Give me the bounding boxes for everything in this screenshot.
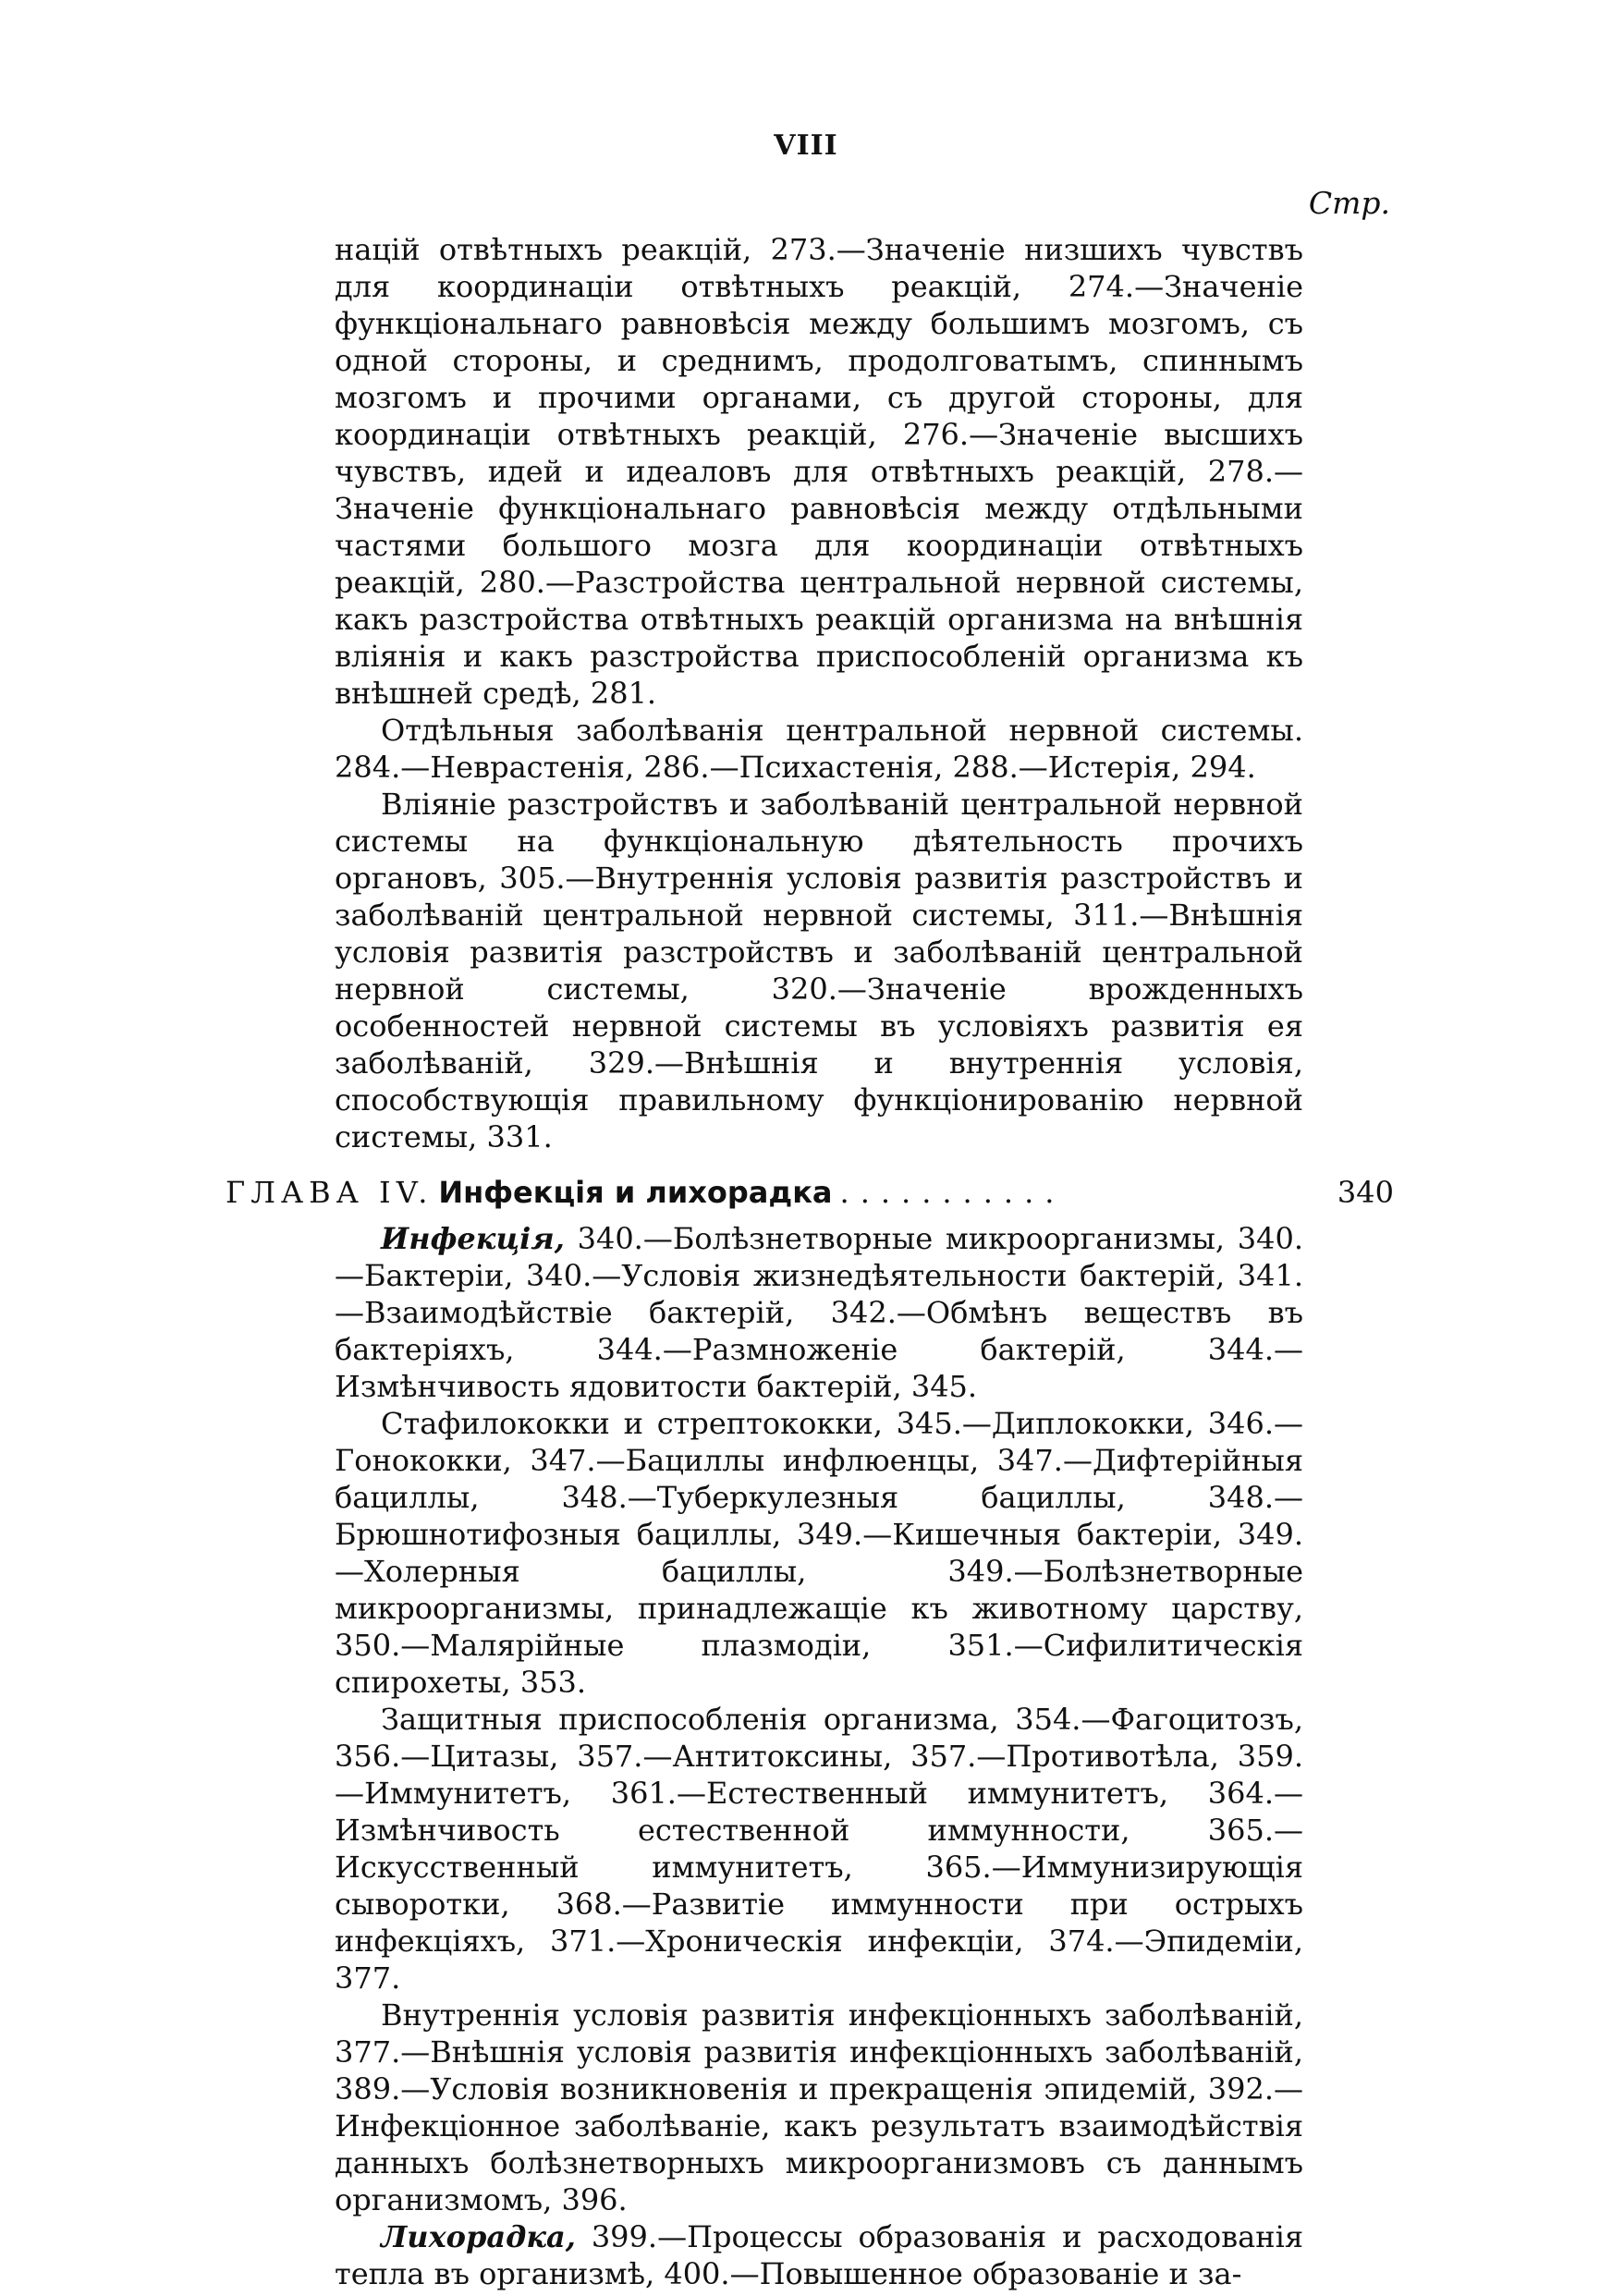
table-of-contents	[226, 231, 1394, 2296]
toc-paragraph	[335, 1220, 1303, 1405]
page-number: VIII	[774, 129, 838, 162]
toc-paragraph: Внутреннія условія развитія инфекціонныхъ заболѣваній, 377.—Внѣшнія условія развитія инфекціонныхъ заболѣваній, 389.—Условія возникновенія и прекращенія эпидемій, 392.—Инфекціонное заболѣваніе, какъ результатъ взаимодѣйствія данныхъ болѣзнетворныхъ микроорганизмовъ съ даннымъ организмомъ, 396.	[335, 1997, 1303, 2217]
toc-paragraph: Стафилококки и стрептококки, 345.—Диплококки, 346.—Гонококки, 347.—Бациллы инфлюенцы, 347.—Дифтерійныя бациллы, 348.—Туберкулезныя бациллы, 348.—Брюшнотифозныя бациллы, 349.—Кишечныя бактеріи, 349.—Холерныя бациллы, 349.—Болѣзнетворные микроорганизмы, принадлежащіе къ животному царству, 350.—Малярійные плазмодіи, 351.—Сифилитическія спирохеты, 353.	[335, 1406, 1303, 1700]
chapter-title: Инфекція и лихорадка	[438, 1175, 833, 1210]
toc-paragraph: Отдѣльныя заболѣванія центральной нервной системы. 284.—Неврастенія, 286.—Психастенія, 288.—Истерія, 294.	[335, 713, 1303, 785]
page-column-label: Стр.	[1308, 185, 1390, 221]
toc-paragraph: Вліяніе разстройствъ и заболѣваній центральной нервной системы на функціональную дѣятельность прочихъ органовъ, 305.—Внутреннія условія развитія разстройствъ и заболѣваній центральной нервной системы, 311.—Внѣшнія условія развитія разстройствъ и заболѣваній центральной нервной системы, 320.—Значеніе врожденныхъ особенностей нервной системы въ условіяхъ развитія ея заболѣваній, 329.—Внѣшнія и внутреннія условія, способствующія правильному функціонированію нервной системы, 331.	[335, 787, 1303, 1154]
toc-paragraph: націй отвѣтныхъ реакцій, 273.—Значеніе низшихъ чувствъ для координаціи отвѣтныхъ реакцій, 274.—Значеніе функціональнаго равновѣсія между большимъ мозгомъ, съ одной стороны, и среднимъ, продолговатымъ, спиннымъ мозгомъ и прочими органами, съ другой стороны, для координаціи отвѣтныхъ реакцій, 276.—Значеніе высшихъ чувствъ, идей и идеаловъ для отвѣтныхъ реакцій, 278.—Значеніе функціональнаго равновѣсія между отдѣльными частями большого мозга для координаціи отвѣтныхъ реакцій, 280.—Разстройства центральной нервной системы, какъ разстройства отвѣтныхъ реакцій организма на внѣшнія вліянія и какъ разстройства приспособленій организма къ внѣшней средѣ, 281.	[335, 232, 1303, 711]
toc-paragraph	[335, 2218, 1303, 2292]
topic-heading: Лихорадка,	[381, 2219, 576, 2254]
chapter-heading	[226, 1174, 1394, 1211]
continued-section	[335, 231, 1303, 1155]
toc-paragraph: Защитныя приспособленія организма, 354.—Фагоцитозъ, 356.—Цитазы, 357.—Антитоксины, 357.—Противотѣла, 359.—Иммунитетъ, 361.—Естественный иммунитетъ, 364.—Измѣнчивость естественной иммунности, 365.—Искусственный иммунитетъ, 365.—Иммунизирующія сыворотки, 368.—Развитіе иммунности при острыхъ инфекціяхъ, 371.—Хроническія инфекціи, 374.—Эпидеміи, 377.	[335, 1702, 1303, 1996]
topic-heading: Инфекція,	[381, 1221, 565, 1256]
chapter-page-number: 340	[1337, 1175, 1394, 1210]
toc-paragraph-text: 399.—Процессы образованія и расходованія тепла въ организмѣ, 400.—Повышенное образованіе и за-	[335, 2219, 1303, 2291]
dot-leader: ...........	[839, 1175, 1066, 1210]
chapter-number: ГЛАВА IV.	[226, 1175, 434, 1210]
chapter-contents	[335, 1220, 1303, 2292]
toc-paragraph-text: 340.—Болѣзнетворные микроорганизмы, 340.—Бактеріи, 340.—Условія жизнедѣятельности бактерій, 341.—Взаимодѣйствіе бактерій, 342.—Обмѣнъ веществъ въ бактеріяхъ, 344.—Размноженіе бактерій, 344.—Измѣнчивость ядовитости бактерій, 345.	[335, 1221, 1303, 1404]
